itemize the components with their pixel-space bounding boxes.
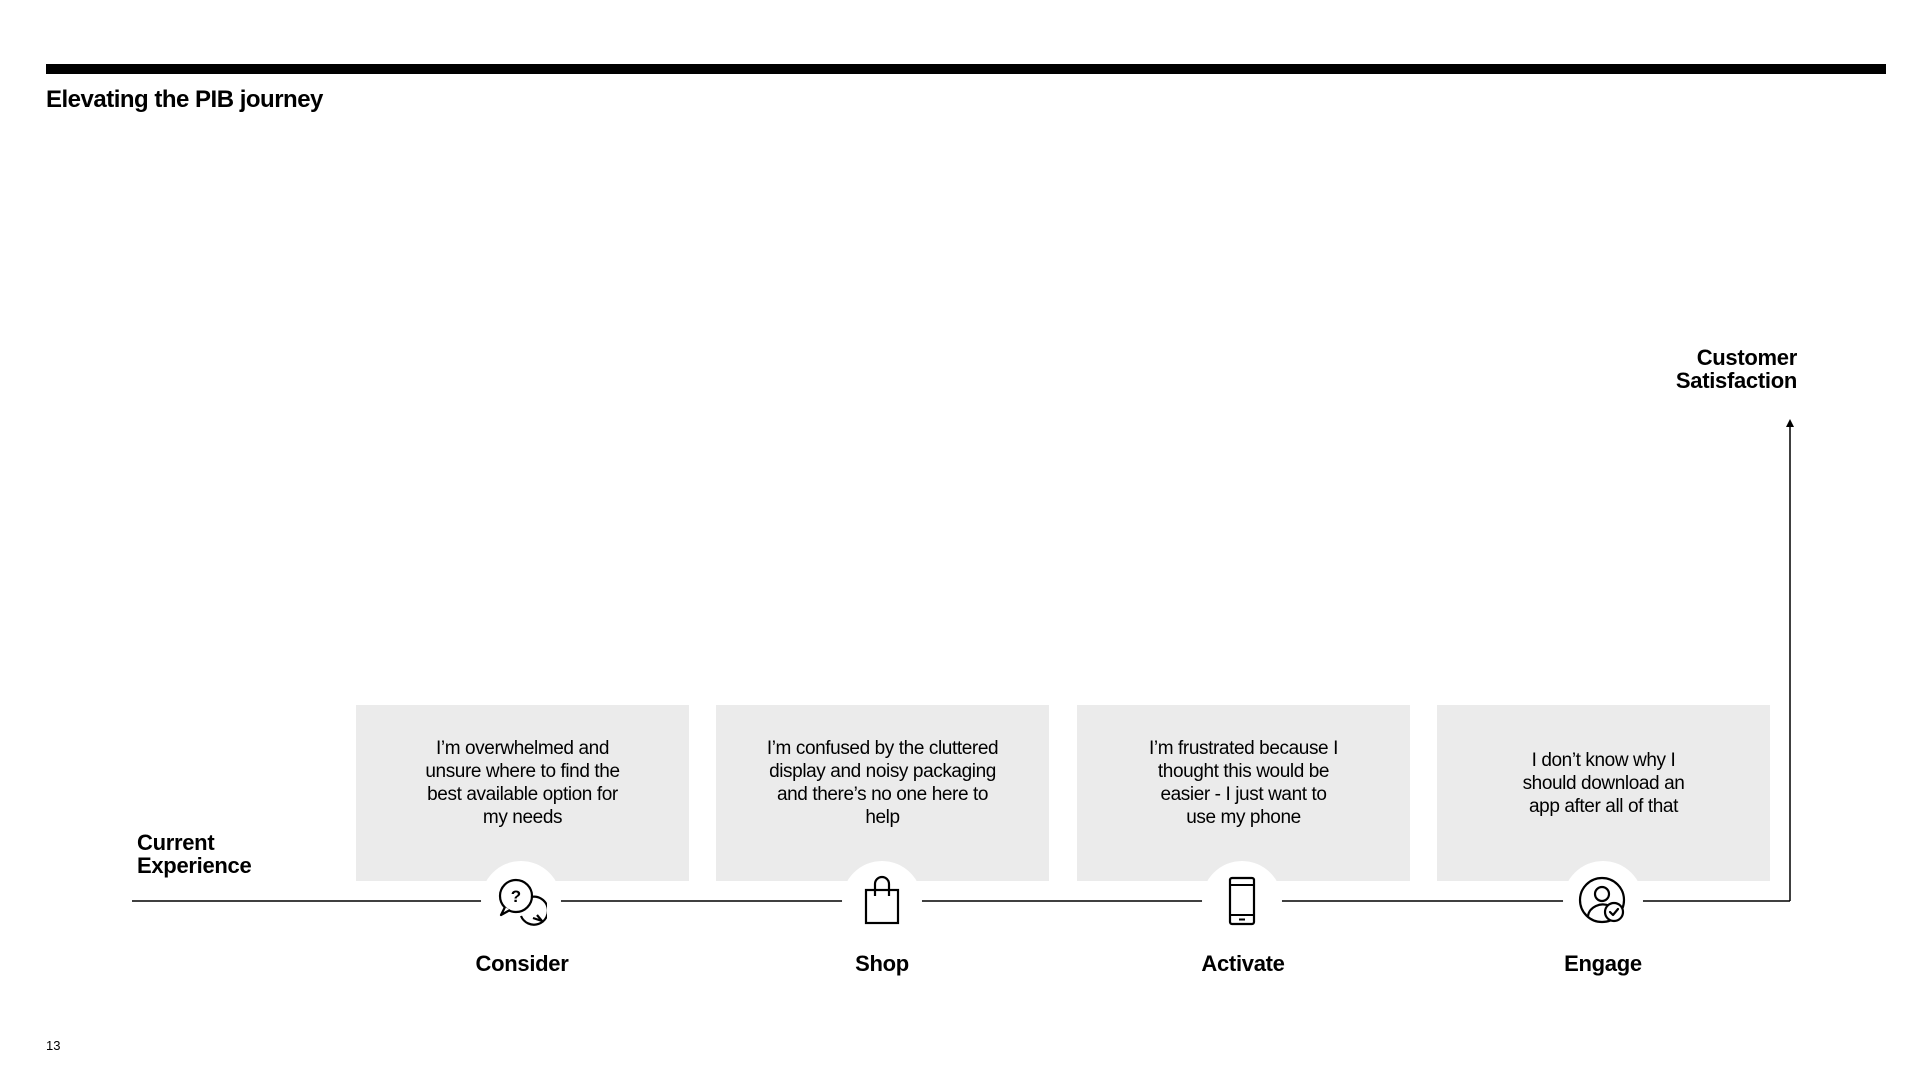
- stage-name-consider: Consider: [475, 951, 569, 976]
- stage-quote: I don’t know why I should download an app after all of that: [1522, 749, 1685, 817]
- stage-card-shop: [716, 705, 1049, 881]
- stage-card-activate: [1077, 705, 1410, 881]
- stage-card-engage: [1437, 705, 1770, 881]
- user-check-icon: [1563, 861, 1643, 941]
- stage-quote: I’m confused by the cluttered display and noisy packaging and there’s no one here to help: [766, 738, 999, 828]
- stage-name-engage: Engage: [1564, 951, 1642, 976]
- svg-text:?: ?: [510, 887, 522, 906]
- y-axis-label-line: Customer: [1696, 345, 1797, 370]
- page-title: Elevating the PIB journey: [46, 86, 323, 113]
- y-axis-label-line: Satisfaction: [1675, 368, 1797, 393]
- stage-quote: I’m overwhelmed and unsure where to find the best available option for my needs: [425, 738, 620, 828]
- stage-quote: I’m frustrated because I thought this would be easier - I just want to use my phone: [1149, 738, 1338, 828]
- question-chat-icon: [481, 861, 561, 941]
- stage-name-shop: Shop: [855, 951, 909, 976]
- stage-name-activate: Activate: [1201, 951, 1285, 976]
- x-axis-label-line: Current: [137, 830, 215, 855]
- shopping-bag-icon: [842, 861, 922, 941]
- stage-card-consider: [356, 705, 689, 881]
- smartphone-icon: [1202, 861, 1282, 941]
- x-axis-label-line: Experience: [137, 853, 252, 878]
- y-axis-arrowhead: [1786, 419, 1794, 427]
- page-number: 13: [46, 1038, 61, 1053]
